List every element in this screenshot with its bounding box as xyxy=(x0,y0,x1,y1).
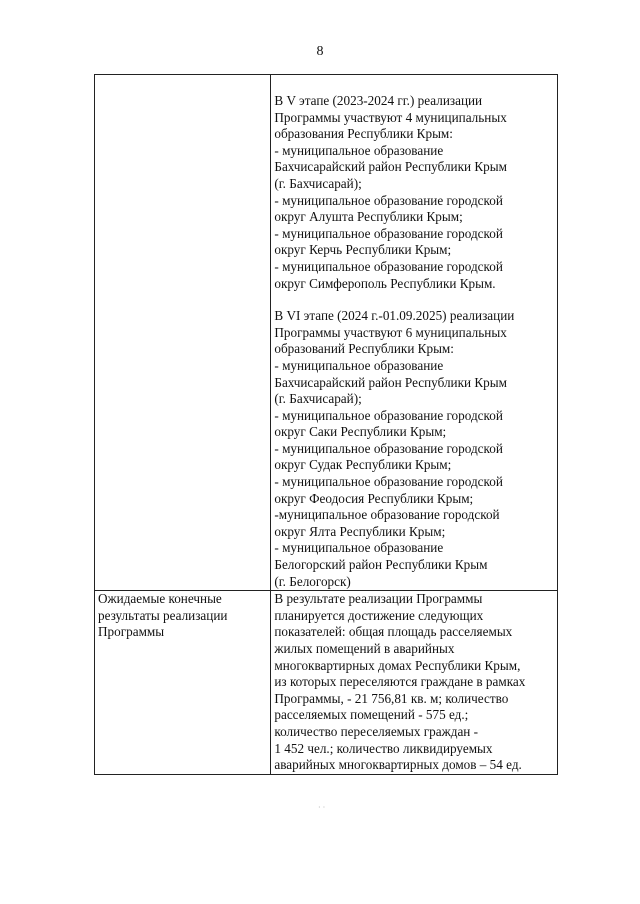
text-line: - муниципальное образование городской xyxy=(274,192,503,208)
text-line: округ Судак Республики Крым; xyxy=(274,457,452,473)
text-line: - муниципальное образование xyxy=(274,142,444,158)
page-number: 8 xyxy=(316,44,324,59)
text-line: количество переселяемых граждан - xyxy=(274,723,479,739)
text-line: Белогорский район Республики Крым xyxy=(274,557,488,573)
text-line: округ Симферополь Республики Крым. xyxy=(274,275,496,291)
text-line: - муниципальное образование городской xyxy=(274,225,503,241)
text-line: Ожидаемые конечные xyxy=(98,591,222,607)
table-row xyxy=(95,75,558,591)
content-paragraphs xyxy=(271,591,557,774)
text-line: Программы xyxy=(98,624,165,640)
text-line: показателей: общая площадь расселяемых xyxy=(274,624,513,640)
text-line: округ Керчь Республики Крым; xyxy=(274,242,452,258)
text-line: В результате реализации Программы xyxy=(274,591,483,607)
text-line: округ Феодосия Республики Крым; xyxy=(274,490,474,506)
text-line: Программы участвуют 6 муниципальных xyxy=(274,324,507,340)
text-line: Программы участвуют 4 муниципальных xyxy=(274,109,507,125)
text-line: Программы, - 21 756,81 кв. м; количество xyxy=(274,690,509,706)
paragraph xyxy=(274,308,557,590)
text-line: В VI этапе (2024 г.-01.09.2025) реализации xyxy=(274,308,515,324)
text-line: 1 452 чел.; количество ликвидируемых xyxy=(274,740,493,756)
table-cell-content xyxy=(271,75,558,591)
text-line: образования Республики Крым: xyxy=(274,126,453,142)
paragraph xyxy=(274,93,557,292)
text-line: В V этапе (2023-2024 гг.) реализации xyxy=(274,93,483,108)
text-line: жилых помещений в аварийных xyxy=(274,641,455,656)
text-line: аварийных многоквартирных домов – 54 ед. xyxy=(274,757,522,773)
text-line: образований Республики Крым: xyxy=(274,341,454,357)
text-line: - муниципальное образование xyxy=(274,357,444,373)
text-line: из которых переселяются граждане в рамках xyxy=(274,674,526,690)
content-paragraphs xyxy=(271,75,557,590)
table-cell-content xyxy=(271,591,558,775)
text-line: многоквартирных домах Республики Крым, xyxy=(274,657,521,673)
text-line: - муниципальное образование городской xyxy=(274,407,503,423)
text-line: планируется достижение следующих xyxy=(274,607,484,623)
scan-artifact: · · xyxy=(318,803,326,812)
text-line: - муниципальное образование городской xyxy=(274,258,503,274)
text-line: округ Ялта Республики Крым; xyxy=(274,523,446,539)
text-line: (г. Бахчисарай); xyxy=(274,391,362,407)
text-line: - муниципальное образование городской xyxy=(274,440,503,456)
text-line: Бахчисарайский район Республики Крым xyxy=(274,159,507,175)
label-lines xyxy=(95,591,270,641)
text-line: Бахчисарайский район Республики Крым xyxy=(274,374,507,390)
table-cell-label xyxy=(95,75,271,591)
table-cell-label xyxy=(95,591,271,775)
text-line: округ Саки Республики Крым; xyxy=(274,424,447,440)
text-line: - муниципальное образование xyxy=(274,540,444,556)
text-line: (г. Бахчисарай); xyxy=(274,175,362,191)
text-line: расселяемых помещений - 575 ед.; xyxy=(274,707,469,723)
text-line: округ Алушта Республики Крым; xyxy=(274,209,463,225)
program-table xyxy=(94,74,558,775)
text-line: результаты реализации xyxy=(98,607,228,623)
table-row xyxy=(95,591,558,775)
text-line: -муниципальное образование городской xyxy=(274,507,500,523)
text-line: - муниципальное образование городской xyxy=(274,474,503,490)
text-line: (г. Белогорск) xyxy=(274,573,351,589)
paragraph xyxy=(274,591,557,774)
